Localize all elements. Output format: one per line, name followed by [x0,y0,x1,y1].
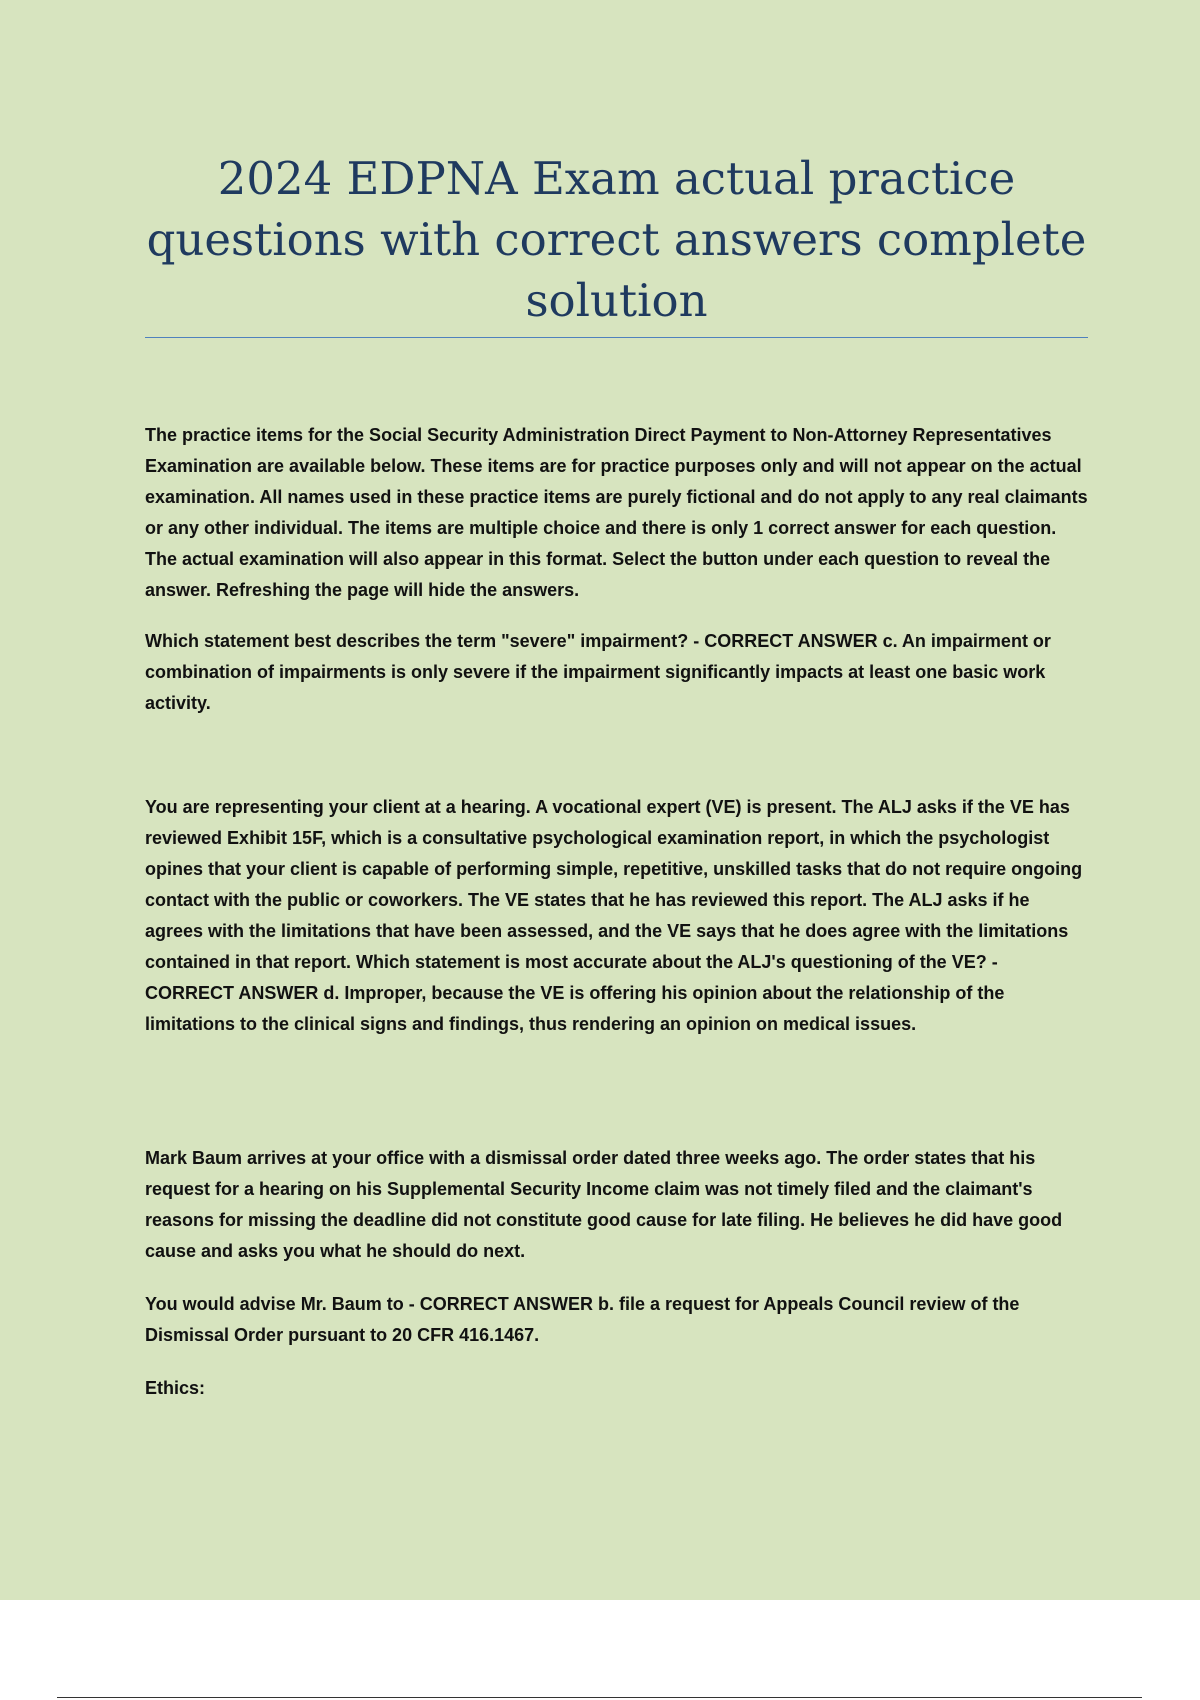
question-mark-baum-answer: You would advise Mr. Baum to - CORRECT ANSWER b. file a request for Appeals Council review of the Dismissal Order pursuant to 20 CFR 416.1467. [145,1294,1020,1345]
document-title: 2024 EDPNA Exam actual practice questions with correct answers complete solution [146,152,1087,327]
question-mark-baum-scenario: Mark Baum arrives at your office with a dismissal order dated three weeks ago. The order states that his request for a hearing on his Supplemental Security Income claim was not timely filed and the claimant's reasons for missing the deadline did not constitute good cause for late filing. He believes he did have good cause and asks you what he should do next. [145,1148,1063,1261]
section-heading-ethics: Ethics: [145,1378,206,1398]
title-divider [145,337,1088,338]
footer-divider [57,1697,1142,1698]
question-severe-impairment: Which statement best describes the term "severe" impairment? - CORRECT ANSWER c. An impairment or combination of impairments is only severe if the impairment significantly impacts at least one basic work activity. [145,631,1051,713]
question-vocational-expert: You are representing your client at a hearing. A vocational expert (VE) is present. The ALJ asks if the VE has reviewed Exhibit 15F, which is a consultative psychological examination report, in which the psychologist opines that your client is capable of performing simple, repetitive, unskilled tasks that do not require ongoing contact with the public or coworkers. The VE states that he has reviewed this report. The ALJ asks if he agrees with the limitations that have been assessed, and the VE says that he does agree with the limitations contained in that report. Which statement is most accurate about the ALJ's questioning of the VE? - CORRECT ANSWER d. Improper, because the VE is offering his opinion about the relationship of the limitations to the clinical signs and findings, thus rendering an opinion on medical issues. [145,797,1083,1034]
intro-paragraph: The practice items for the Social Security Administration Direct Payment to Non-Attorney Representatives Examination are available below. These items are for practice purposes only and will not appear on the actual examination. All names used in these practice items are purely fictional and do not apply to any real claimants or any other individual. The items are multiple choice and there is only 1 correct answer for each question. The actual examination will also appear in this format. Select the button under each question to reveal the answer. Refreshing the page will hide the answers. [145,425,1088,600]
